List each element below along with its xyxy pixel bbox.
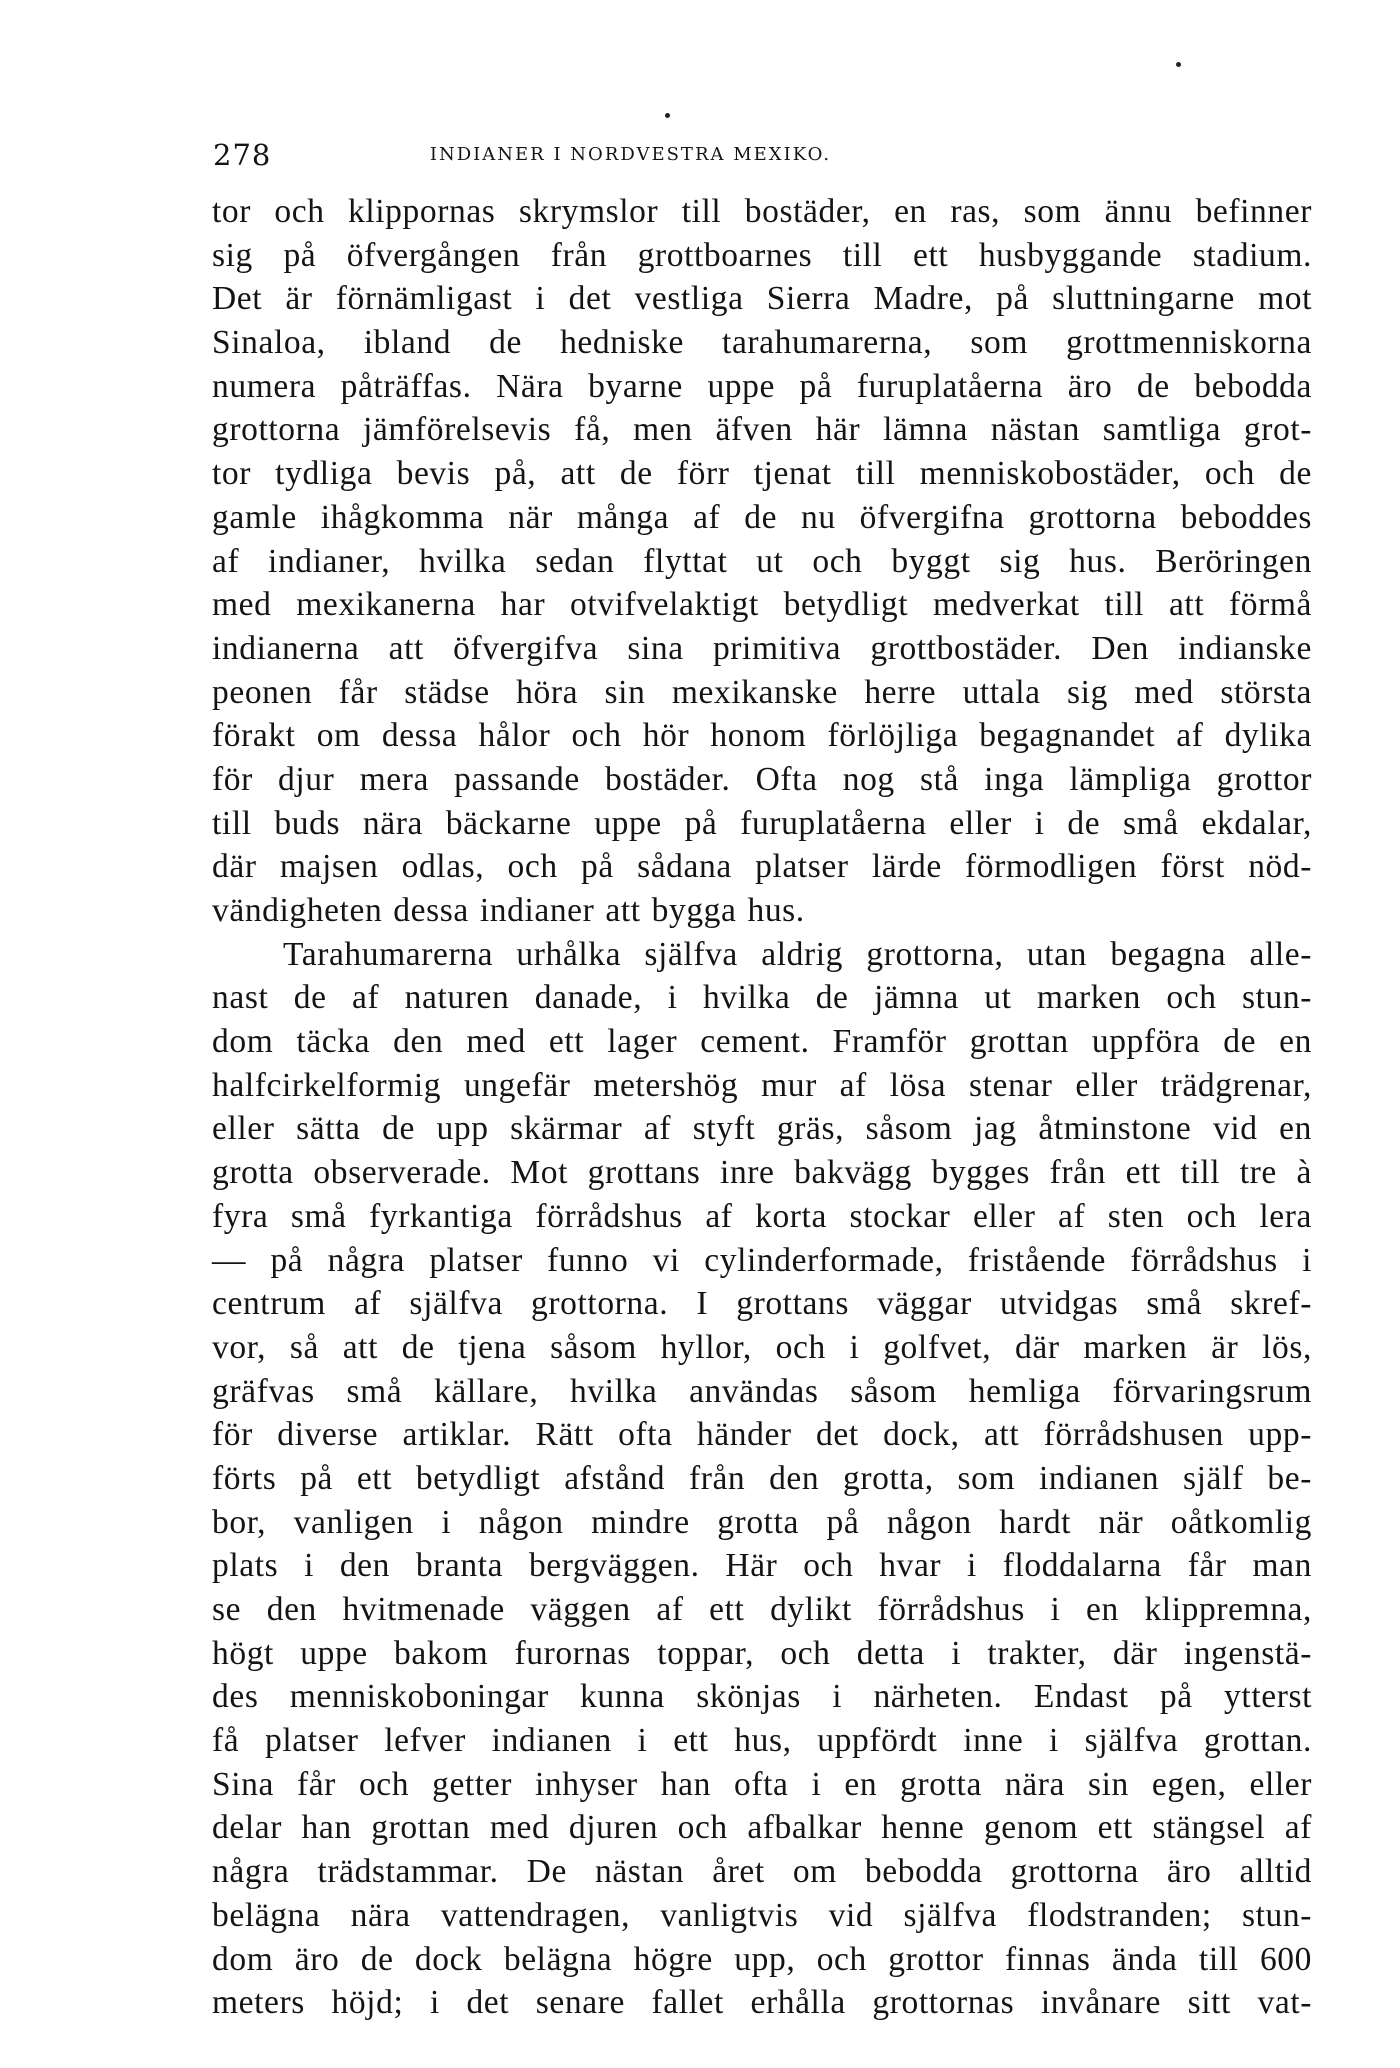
- text-line: med mexikanerna har otvifvelaktigt betydligt medverkat till att förmå: [212, 586, 1312, 624]
- text-line: förts på ett betydligt afstånd från den grotta, som indianen själf be-: [212, 1459, 1312, 1497]
- running-head: INDIANER I NORDVESTRA MEXIKO.: [429, 144, 832, 165]
- page-number: 278: [213, 138, 272, 172]
- text-line: indianerna att öfvergifva sina primitiva grottbostäder. Den indianske: [212, 629, 1312, 667]
- text-line: gamle ihågkomma när många af de nu öfvergifna grottorna beboddes: [212, 498, 1312, 536]
- text-line: eller sätta de upp skärmar af styft gräs, såsom jag åtminstone vid en: [212, 1110, 1312, 1148]
- text-line: halfcirkelformig ungefär metershög mur af lösa stenar eller trädgrenar,: [212, 1066, 1312, 1104]
- text-line: Sina får och getter inhyser han ofta i en grotta nära sin egen, eller: [212, 1765, 1312, 1803]
- text-line: — på några platser funno vi cylinderformade, fristående förrådshus i: [212, 1241, 1312, 1279]
- text-line: några trädstammar. De nästan året om bebodda grottorna äro alltid: [212, 1853, 1312, 1891]
- text-line: för diverse artiklar. Rätt ofta händer det dock, att förrådshusen upp-: [212, 1416, 1312, 1454]
- text-line: plats i den branta bergväggen. Här och hvar i floddalarna får man: [212, 1547, 1312, 1585]
- text-line: sig på öfvergången från grottboarnes till ett husbyggande stadium.: [212, 236, 1312, 274]
- text-line: dom äro de dock belägna högre upp, och grottor finnas ända till 600: [212, 1940, 1312, 1978]
- text-line: belägna nära vattendragen, vanligtvis vid själfva flodstranden; stun-: [212, 1896, 1312, 1934]
- text-line: Tarahumarerna urhålka själfva aldrig grottorna, utan begagna alle-: [283, 935, 1312, 973]
- page-header: [213, 138, 988, 178]
- text-line: förakt om dessa hålor och hör honom förlöjliga begagnandet af dylika: [212, 717, 1312, 755]
- text-line: högt uppe bakom furornas toppar, och detta i trakter, där ingenstä-: [212, 1634, 1312, 1672]
- text-line: tor och klippornas skrymslor till bostäder, en ras, som ännu befinner: [212, 193, 1312, 230]
- text-line: delar han grottan med djuren och afbalkar henne genom ett stängsel af: [212, 1809, 1312, 1847]
- text-line: bor, vanligen i någon mindre grotta på någon hardt när oåtkomlig: [212, 1503, 1312, 1541]
- body-text: [212, 190, 1312, 2025]
- text-line: des menniskoboningar kunna skönjas i närheten. Endast på ytterst: [212, 1678, 1312, 1716]
- text-line: nast de af naturen danade, i hvilka de jämna ut marken och stun-: [212, 979, 1312, 1017]
- text-line: där majsen odlas, och på sådana platser lärde förmodligen först nöd-: [212, 848, 1312, 886]
- text-line: se den hvitmenade väggen af ett dylikt förrådshus i en klippremna,: [212, 1591, 1312, 1628]
- text-line: peonen får städse höra sin mexikanske herre uttala sig med största: [212, 673, 1312, 711]
- text-line: till buds nära bäckarne uppe på furuplatåerna eller i de små ekdalar,: [212, 804, 1312, 842]
- text-line: för djur mera passande bostäder. Ofta nog stå inga lämpliga grottor: [212, 760, 1312, 798]
- text-line: fyra små fyrkantiga förrådshus af korta stockar eller af sten och lera: [212, 1197, 1312, 1235]
- print-speck: [1176, 62, 1181, 67]
- text-line: gräfvas små källare, hvilka användas såsom hemliga förvaringsrum: [212, 1372, 1312, 1410]
- text-line: grottorna jämförelsevis få, men äfven här lämna nästan samtliga grot-: [212, 411, 1312, 449]
- text-line: tor tydliga bevis på, att de förr tjenat till menniskobostäder, och de: [212, 455, 1312, 493]
- text-line: centrum af själfva grottorna. I grottans väggar utvidgas små skref-: [212, 1285, 1312, 1323]
- text-line: grotta observerade. Mot grottans inre bakvägg bygges från ett till tre à: [212, 1154, 1312, 1192]
- text-line: af indianer, hvilka sedan flyttat ut och byggt sig hus. Beröringen: [212, 542, 1312, 580]
- text-line: dom täcka den med ett lager cement. Framför grottan uppföra de en: [212, 1023, 1312, 1061]
- text-line: numera påträffas. Nära byarne uppe på furuplatåerna äro de bebodda: [212, 367, 1312, 405]
- text-line: Det är förnämligast i det vestliga Sierra Madre, på sluttningarne mot: [212, 280, 1312, 318]
- text-line: Sinaloa, ibland de hedniske tarahumarerna, som grottmenniskorna: [212, 324, 1312, 362]
- text-line: meters höjd; i det senare fallet erhålla grottornas invånare sitt vat-: [212, 1984, 1312, 2022]
- text-line: vändigheten dessa indianer att bygga hus.: [212, 892, 805, 929]
- text-line: vor, så att de tjena såsom hyllor, och i golfvet, där marken är lös,: [212, 1328, 1312, 1366]
- print-speck: [665, 113, 670, 118]
- text-line: få platser lefver indianen i ett hus, uppfördt inne i själfva grottan.: [212, 1722, 1312, 1760]
